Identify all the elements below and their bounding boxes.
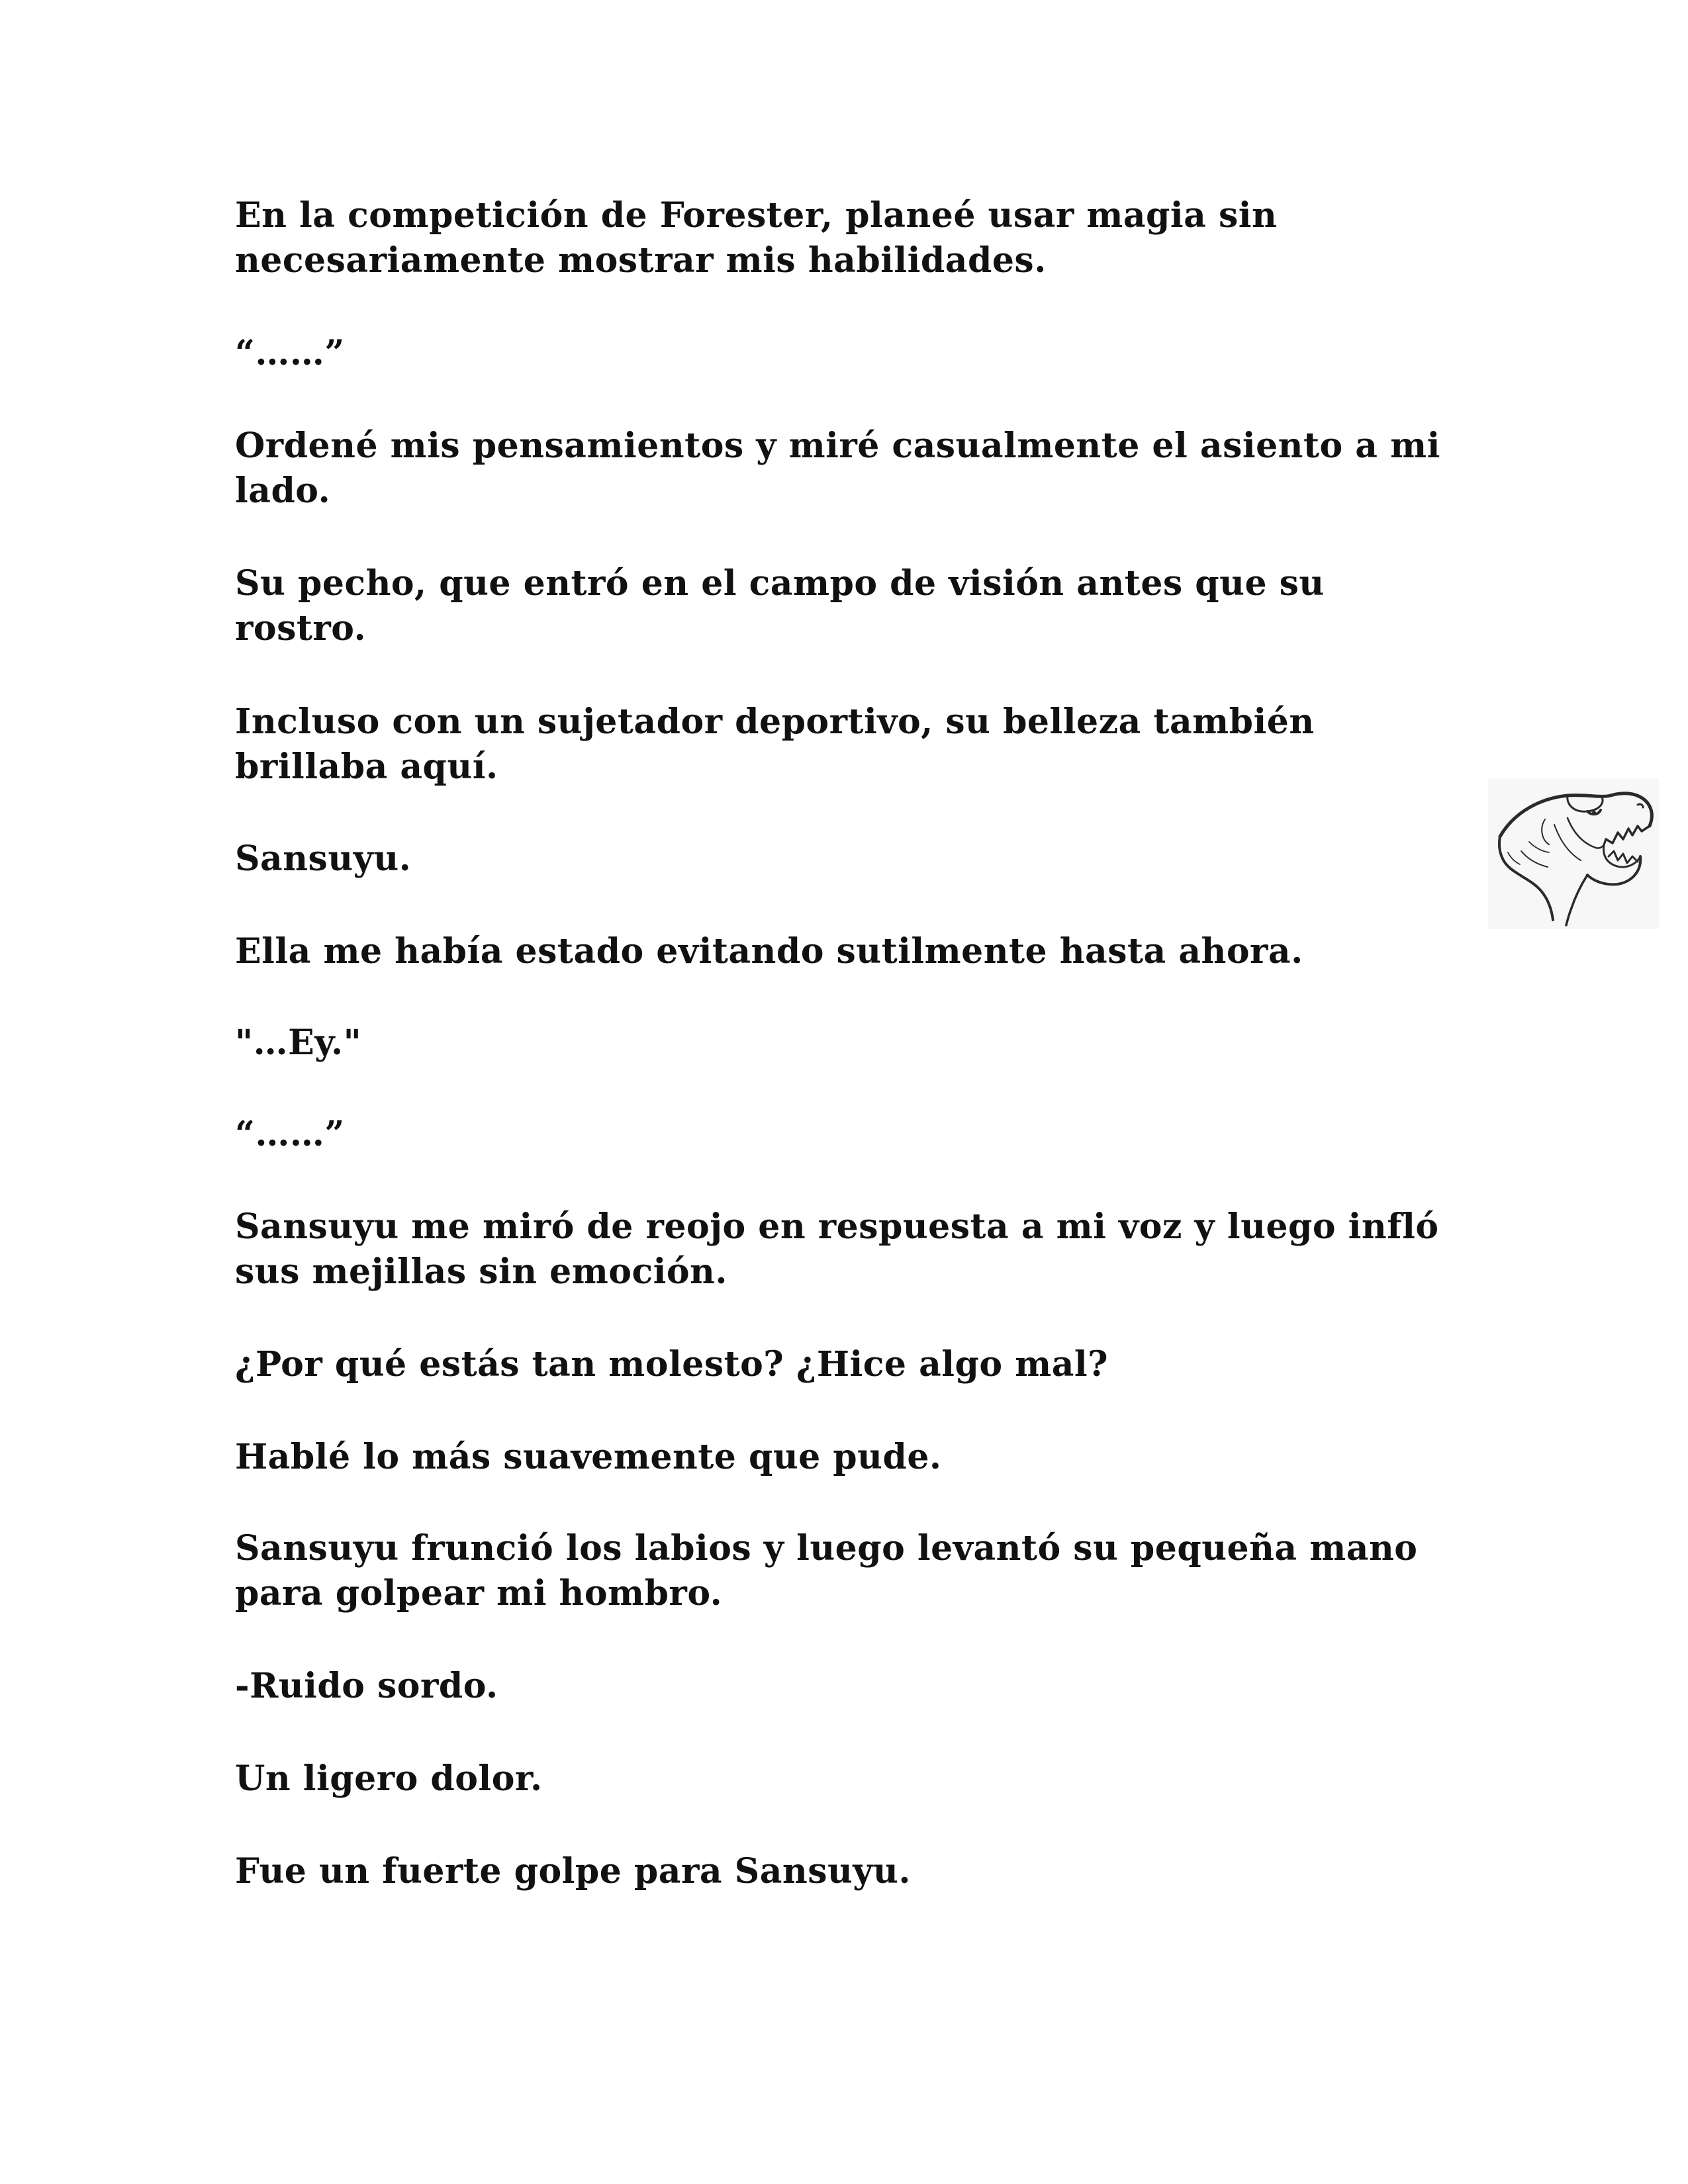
paragraph: Incluso con un sujetador deportivo, su belleza también brillaba aquí. <box>235 702 1327 787</box>
paragraph: Sansuyu frunció los labios y luego levantó su pequeña mano para golpear mi hombro. <box>235 1528 1430 1614</box>
paragraph: “……” <box>235 1114 345 1154</box>
paragraph: Un ligero dolor. <box>235 1758 543 1799</box>
paragraph: Fue un fuerte golpe para Sansuyu. <box>235 1851 911 1891</box>
paragraph: Ella me había estado evitando sutilmente hasta ahora. <box>235 931 1303 972</box>
paragraph: Hablé lo más suavemente que pude. <box>235 1437 942 1477</box>
paragraph: ¿Por qué estás tan molesto? ¿Hice algo mal? <box>235 1344 1109 1385</box>
paragraph: Sansuyu. <box>235 839 412 879</box>
paragraph: "…Ey." <box>235 1023 362 1063</box>
paragraph: Sansuyu me miró de reojo en respuesta a mi voz y luego infló sus mejillas sin emoción. <box>235 1206 1452 1292</box>
paragraph: En la competición de Forester, planeé usar magia sin necesariamente mostrar mis habilidades. <box>235 195 1289 281</box>
paragraph: -Ruido sordo. <box>235 1666 498 1706</box>
paragraph: Su pecho, que entró en el campo de visión antes que su rostro. <box>235 563 1337 649</box>
dinosaur-head-sketch-icon <box>1488 778 1659 929</box>
paragraph: “……” <box>235 333 345 373</box>
paragraph: Ordené mis pensamientos y miré casualmente el asiento a mi lado. <box>235 426 1453 511</box>
